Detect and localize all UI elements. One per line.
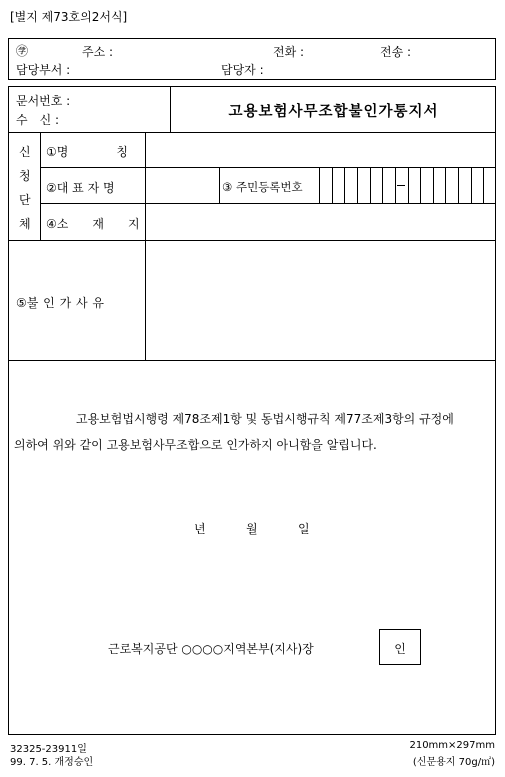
doc-number-label: 문서번호 :	[16, 94, 71, 108]
fax-label: 전송 :	[380, 45, 412, 59]
rrn-cell-divider	[445, 167, 446, 203]
date-year-label: 년	[194, 522, 206, 536]
notice-line-2: 의하여 위와 같이 고용보험사무조합으로 인가하지 아니함을 알립니다.	[14, 438, 377, 452]
dept-label: 담당부서 :	[16, 63, 71, 77]
rrn-field-label: ③ 주민등록번호	[222, 180, 303, 194]
notice-line-1: 고용보험법시행령 제78조제1항 및 동법시행규칙 제77조제3항의 규정에	[76, 412, 454, 426]
date-month-label: 월	[246, 522, 258, 536]
rrn-cell-divider	[357, 167, 358, 203]
phone-label: 전화 :	[273, 45, 305, 59]
rrn-cell-divider	[370, 167, 371, 203]
applicant-group-char-2: 청	[19, 169, 31, 183]
document-title: 고용보험사무조합불인가통지서	[228, 103, 439, 120]
address-label: 주소 :	[82, 45, 114, 59]
circled-number-3: ③	[222, 180, 233, 194]
rrn-cell-divider	[332, 167, 333, 203]
recipient-label: 수 신 :	[16, 113, 60, 127]
circled-number-5: ⑤	[16, 296, 27, 310]
form-label: [별지 제73호의2서식]	[10, 10, 128, 24]
name-field-label: ①명 칭	[46, 145, 128, 159]
applicant-group-char-4: 체	[19, 217, 31, 231]
logo-icon: ㊫	[16, 44, 29, 58]
rrn-cell-divider	[471, 167, 472, 203]
seal-label: 인	[394, 642, 406, 656]
applicant-group-char-1: 신	[19, 145, 31, 159]
footer-size: 210mm×297mm	[409, 740, 495, 751]
footer-paper: (신문용지 70g/㎡)	[412, 757, 495, 768]
rrn-cell-divider	[483, 167, 484, 203]
reason-label: ⑤불 인 가 사 유	[16, 296, 105, 310]
footer-code: 32325-23911일	[10, 744, 87, 755]
rrn-cell-divider	[458, 167, 459, 203]
rrn-cell-divider	[420, 167, 421, 203]
person-label: 담당자 :	[221, 63, 264, 77]
rrn-cell-divider	[433, 167, 434, 203]
rrn-cell-divider	[408, 167, 409, 203]
footer-approval: 99. 7. 5. 개정승인	[10, 757, 94, 768]
rrn-cell-divider	[395, 167, 396, 203]
circled-number-4: ④	[46, 217, 57, 231]
rrn-cell-divider	[382, 167, 383, 203]
rrn-cell-divider	[344, 167, 345, 203]
issuer-label: 근로복지공단 ○○○○지역본부(지사)장	[108, 642, 314, 656]
date-day-label: 일	[298, 522, 310, 536]
rrn-dash	[397, 185, 406, 186]
circled-number-2: ②	[46, 181, 57, 195]
representative-field-label: ②대 표 자 명	[46, 181, 115, 195]
circled-number-1: ①	[46, 145, 57, 159]
address-field-label: ④소 재 지	[46, 217, 140, 231]
applicant-group-char-3: 단	[19, 193, 31, 207]
